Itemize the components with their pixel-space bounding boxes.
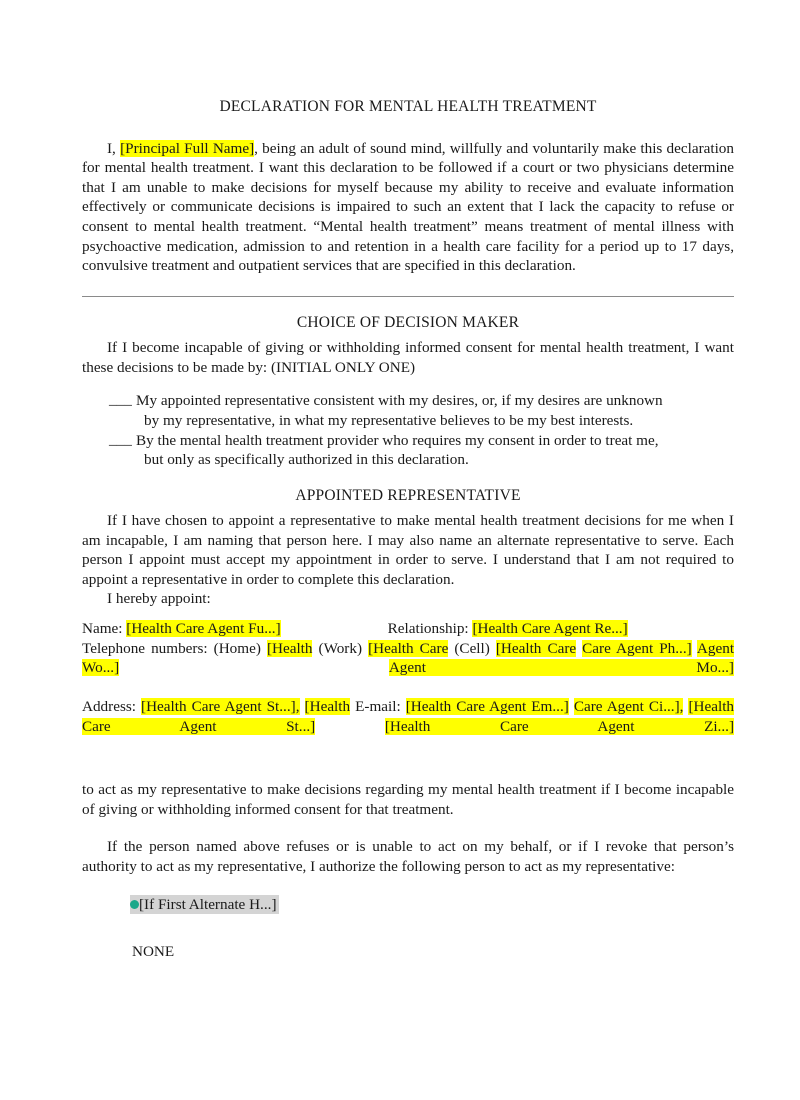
agent-email-field[interactable]: [Health Care Agent Em...] — [405, 698, 569, 716]
choice-option-2-text — [136, 431, 734, 470]
agent-state-field[interactable]: [Health Care Agent St...] — [82, 698, 735, 735]
document-content — [82, 98, 734, 962]
choice-option-2[interactable] — [82, 431, 734, 470]
none-value: NONE — [132, 943, 175, 961]
work-phone-label: (Work) — [318, 639, 363, 657]
cell-phone-label: (Cell) — [454, 639, 490, 657]
hereby-appoint-line: I hereby appoint: — [107, 590, 211, 608]
home-phone-label: (Home) — [213, 639, 261, 657]
agent-cell-phone-field-part2[interactable]: Agent Mo...] — [388, 659, 734, 677]
agent-street-field[interactable]: [Health Care Agent St...], — [141, 698, 300, 716]
agent-work-phone-field-part2[interactable]: Agent Wo...] — [82, 639, 735, 677]
principal-full-name-field[interactable]: [Principal Full Name] — [120, 139, 255, 157]
initial-blank-option-2[interactable]: ___ — [109, 430, 132, 448]
relationship-label: Relationship: — [387, 620, 469, 638]
choice-section-paragraph: If I become incapable of giving or withholding informed consent for mental health treatment, I want these decisions to be made by: (INITIAL ONLY ONE) — [82, 339, 734, 376]
bullet-dot-icon — [130, 900, 139, 909]
address-label: Address: — [82, 698, 136, 716]
choice-option-1[interactable] — [82, 391, 734, 430]
telephone-numbers-row — [82, 639, 734, 698]
address-email-row — [82, 697, 734, 756]
agent-zip-field[interactable]: [Health Care Agent Zi...] — [384, 718, 735, 735]
choice-option-1-text — [136, 391, 734, 430]
choice-option-2-line2: but only as specifically authorized in this declaration. — [144, 451, 469, 469]
intro-paragraph — [82, 139, 734, 276]
telephone-label: Telephone numbers: — [82, 639, 208, 657]
agent-work-phone-field-part1[interactable]: [Health Care — [368, 639, 449, 657]
agent-full-name-field[interactable]: [Health Care Agent Fu...] — [126, 620, 281, 638]
choice-option-1-line1: My appointed representative consistent with my desires, or, if my desires are unknown — [136, 392, 663, 410]
intro-rest: , being an adult of sound mind, willfully and voluntarily make this declaration for mental health treatment. I want this declaration to be followed if a court or two physicians determine that I am unable to make decisions for myself because my ability to receive and evaluate information effectively or communicate decisions is impaired to such an extent that I lack the capacity to refuse or consent to mental health treatment. “Mental health treatment” means treatment of mental illness with psychoactive medication, admission to and retention in a health care facility for a period up to 17 days, convulsive treatment and outpatient services that are specified in this declaration. — [82, 139, 734, 275]
name-relationship-row — [82, 619, 734, 639]
alternate-paragraph: If the person named above refuses or is unable to act on my behalf, or if I revoke that person’s authority to act as my representative, I authorize the following person to act as my representative: — [82, 838, 734, 875]
agent-city-field-part2[interactable]: Care Agent Ci...], — [573, 698, 684, 716]
appointed-section-heading: APPOINTED REPRESENTATIVE — [295, 486, 521, 504]
email-label: E-mail: — [355, 698, 401, 716]
choice-option-2-line1: By the mental health treatment provider who requires my consent in order to treat me, — [136, 431, 659, 449]
alternate-representative-row — [82, 895, 734, 915]
alternate-field-wrapper[interactable] — [130, 895, 279, 914]
intro-lead: I, — [107, 139, 121, 157]
agent-city-field-part1[interactable]: [Health — [304, 698, 351, 716]
name-label: Name: — [82, 620, 123, 638]
page-title: DECLARATION FOR MENTAL HEALTH TREATMENT — [219, 98, 597, 115]
appointed-section-paragraph: If I have chosen to appoint a representative to make mental health treatment decisions for me when I am incapable, I am naming that person here. I may also name an alternate representative to serve. Each person I appoint must accept my appointment in order to serve. I understand that I am not required to appoint a representative in order to complete this declaration. — [82, 512, 734, 588]
choice-option-1-line2: by my representative, in what my representative believes to be my best interests. — [144, 411, 634, 429]
agent-home-phone-field-part2[interactable]: Care Agent Ph...] — [582, 639, 692, 657]
choice-section-heading: CHOICE OF DECISION MAKER — [296, 313, 520, 331]
agent-home-phone-field-part1[interactable]: [Health — [266, 639, 313, 657]
initial-blank-option-1[interactable]: ___ — [109, 391, 132, 409]
first-alternate-field[interactable]: [If First Alternate H...] — [139, 895, 277, 913]
agent-relationship-field[interactable]: [Health Care Agent Re...] — [472, 620, 628, 638]
agent-cell-phone-field-part1[interactable]: [Health Care — [495, 639, 577, 657]
closing-paragraph: to act as my representative to make decisions regarding my mental health treatment if I become incapable of giving or withholding informed consent for that treatment. — [82, 781, 734, 818]
